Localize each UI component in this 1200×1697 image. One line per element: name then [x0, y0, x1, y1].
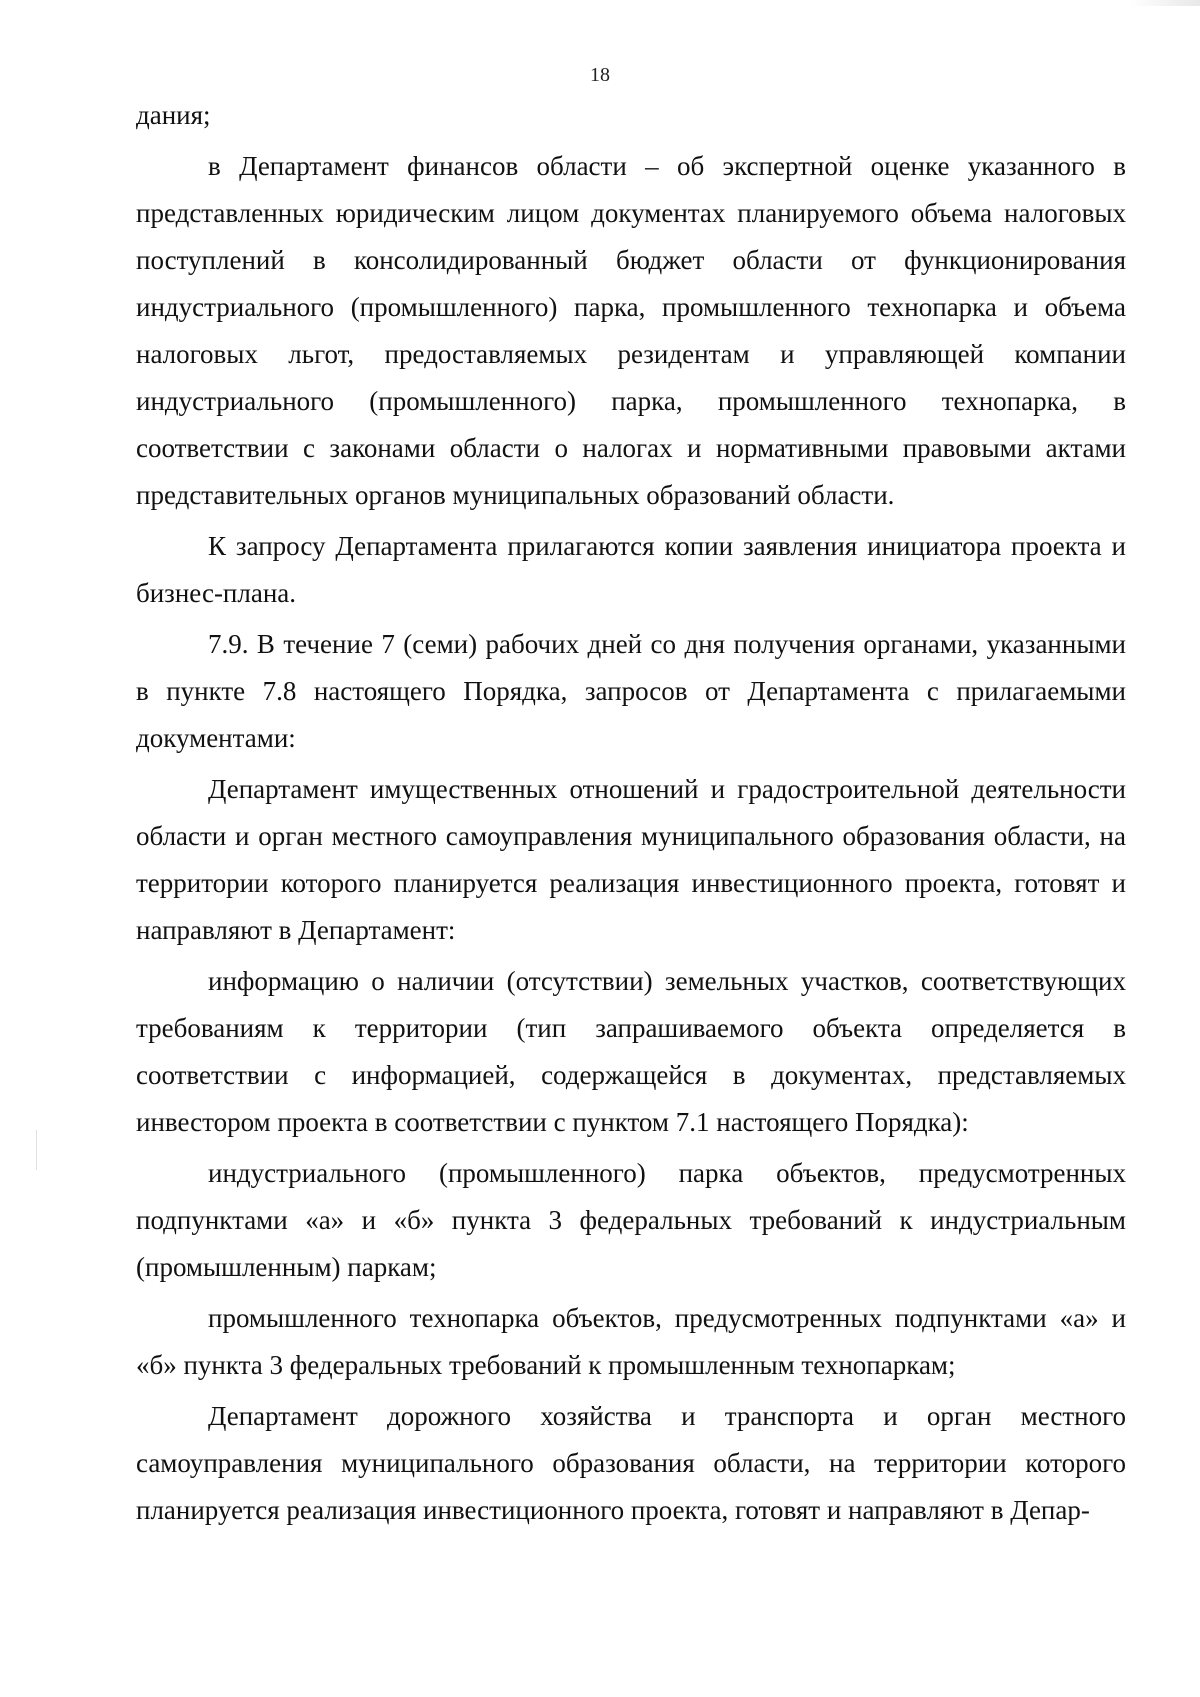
paragraph: промышленного технопарка объектов, предусмотренных подпунктами «а» и «б» пункта 3 федеральных требований к промышленным технопаркам;	[136, 1303, 1126, 1380]
paragraph: индустриального (промышленного) парка объектов, предусмотренных подпунктами «а» и «б» пункта 3 федеральных требований к индустриальным (промышленным) паркам;	[136, 1158, 1126, 1282]
paragraph: К запросу Департамента прилагаются копии заявления инициатора проекта и бизнес-плана.	[136, 531, 1126, 608]
paragraph: информацию о наличии (отсутствии) земельных участков, соответствующих требованиям к территории (тип запрашиваемого объекта определяется в соответствии с информацией, содержащейся в документах, представляемых инвестором проекта в соответствии с пунктом 7.1 настоящего Порядка):	[136, 966, 1126, 1137]
scan-artifact	[1130, 0, 1200, 6]
paragraph: Департамент дорожного хозяйства и транспорта и орган местного самоуправления муниципального образования области, на территории которого планируется реализация инвестиционного проекта, готовят и направляют в Депар-	[136, 1401, 1126, 1525]
paragraph: в Департамент финансов области – об экспертной оценке указанного в представленных юридическим лицом документах планируемого объема налоговых поступлений в консолидированный бюджет области от функционирования индустриального (промышленного) парка, промышленного технопарка и объема налоговых льгот, предоставляемых резидентам и управляющей компании индустриального (промышленного) парка, промышленного технопарка, в соответствии с законами области о налогах и нормативными правовыми актами представительных органов муниципальных образований области.	[136, 151, 1126, 510]
paragraph: Департамент имущественных отношений и градостроительной деятельности области и орган местного самоуправления муниципального образования области, на территории которого планируется реализация инвестиционного проекта, готовят и направляют в Департамент:	[136, 774, 1126, 945]
paragraph: 7.9. В течение 7 (семи) рабочих дней со дня получения органами, указанными в пункте 7.8 настоящего Порядка, запросов от Департамента с прилагаемыми документами:	[136, 629, 1126, 753]
paragraph: дания;	[136, 100, 211, 130]
scan-artifact-line	[36, 1130, 37, 1170]
page-number: 18	[590, 64, 610, 86]
document-body	[136, 92, 1126, 1538]
